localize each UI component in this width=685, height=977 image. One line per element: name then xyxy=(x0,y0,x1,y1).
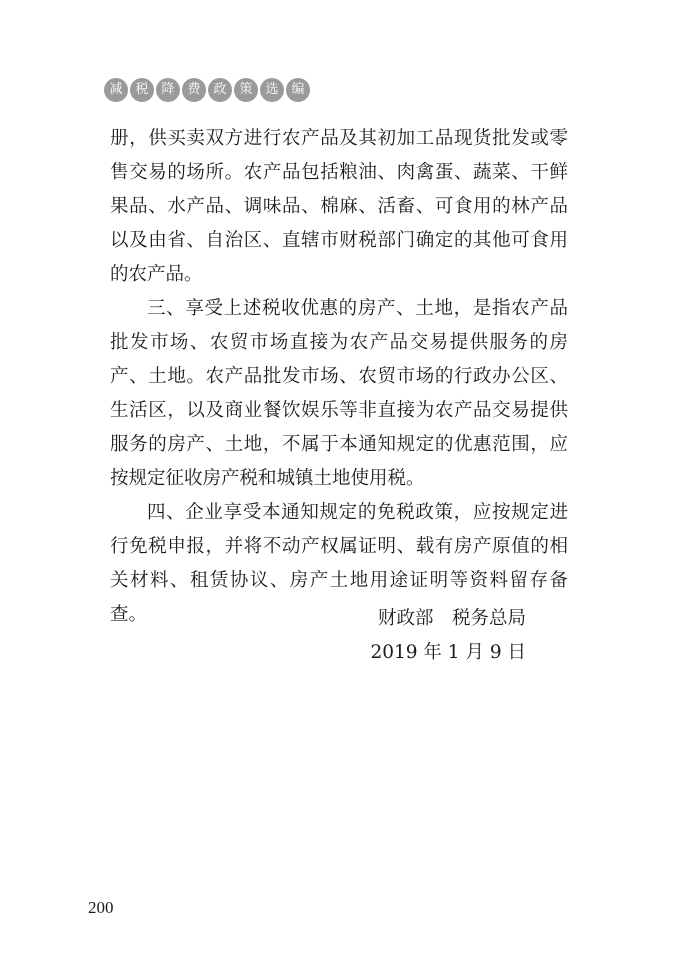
paragraph-clause-3: 三、享受上述税收优惠的房产、土地，是指农产品批发市场、农贸市场直接为农产品交易提供服务的房产、土地。农产品批发市场、农贸市场的行政办公区、生活区，以及商业餐饮娱乐等非直接为农产品交易提供服务的房产、土地，不属于本通知规定的优惠范围，应按规定征收房产税和城镇土地使用税。 xyxy=(110,298,568,489)
header-char: 策 xyxy=(234,78,258,102)
header-char: 税 xyxy=(130,78,154,102)
header-char: 政 xyxy=(208,78,232,102)
page-number: 200 xyxy=(88,898,114,917)
issuer-line: 财政部 税务总局 xyxy=(377,608,526,629)
header-char: 减 xyxy=(104,78,128,102)
header-char: 选 xyxy=(260,78,284,102)
header-char: 编 xyxy=(286,78,310,102)
paragraph-clause-4: 四、企业享受本通知规定的免税政策，应按规定进行免税申报，并将不动产权属证明、载有房产原值的相关材料、租赁协议、房产土地用途证明等资料留存备查。 xyxy=(110,502,568,625)
document-body xyxy=(110,122,568,632)
running-header xyxy=(104,78,310,102)
signature-block xyxy=(110,602,526,670)
header-char: 费 xyxy=(182,78,206,102)
paragraph-continuation: 册，供买卖双方进行农产品及其初加工品现货批发或零售交易的场所。农产品包括粮油、肉禽蛋、蔬菜、干鲜果品、水产品、调味品、棉麻、活畜、可食用的林产品以及由省、自治区、直辖市财税部门确定的其他可食用的农产品。 xyxy=(110,128,568,285)
header-char: 降 xyxy=(156,78,180,102)
date-line: 2019 年 1 月 9 日 xyxy=(370,642,526,663)
